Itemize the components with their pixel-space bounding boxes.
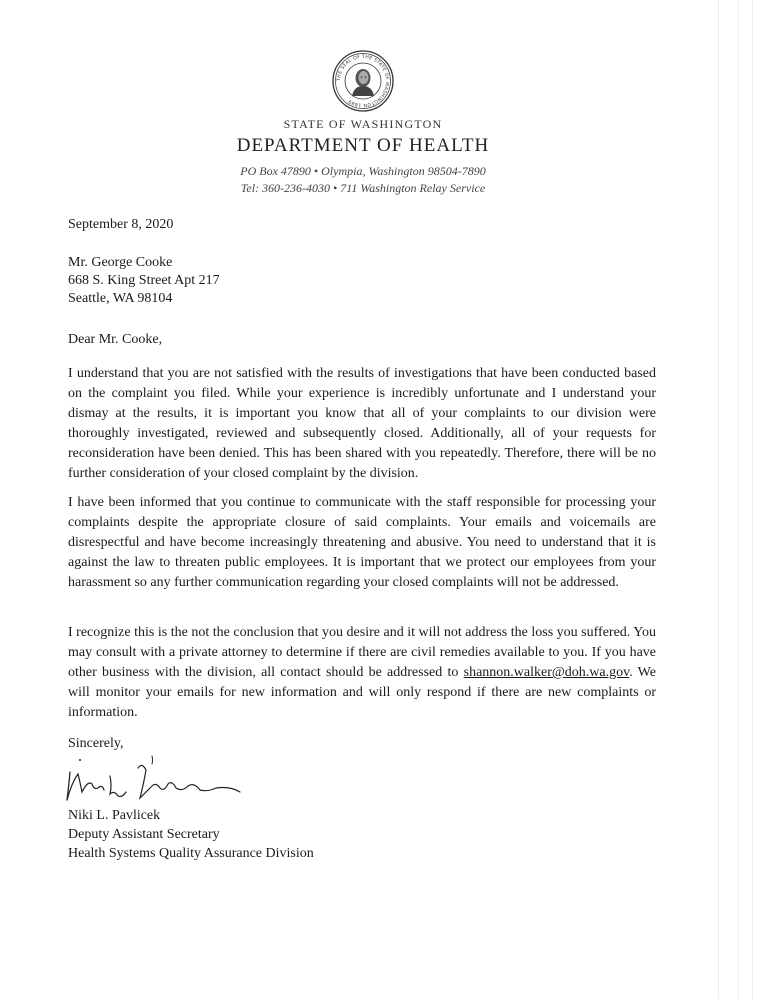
body-paragraph-1: I understand that you are not satisfied with the results of investigations that have been conducted based on the complaint you filed. While your experience is incredibly unfortunate and I understand your dismay at the results, it is important you know that all of your complaints to our division were thoroughly investigated, reviewed and subsequently closed. Additionally, all of your requests for reconsideration have been denied. This has been shared with you repeatedly. Therefore, there will be no further consideration of your closed complaint by the division.	[68, 366, 656, 481]
scan-line	[752, 0, 753, 999]
closing: Sincerely,	[68, 736, 124, 751]
handwritten-signature	[60, 752, 260, 810]
state-seal-logo	[332, 50, 394, 112]
signer-division: Health Systems Quality Assurance Division	[68, 846, 314, 861]
state-name: STATE OF WASHINGTON	[283, 117, 443, 131]
recipient-city: Seattle, WA 98104	[68, 291, 173, 306]
scan-line	[738, 0, 739, 999]
contact-email-link[interactable]: shannon.walker@doh.wa.gov	[463, 665, 630, 680]
body-paragraph-2: I have been informed that you continue to communicate with the staff responsible for processing your complaints despite the appropriate closure of said complaints. Your emails and voicemails are disrespectful and have become increasingly threatening and abusive. You need to understand that it is against the law to threaten public employees. It is important that we protect our employees from your harassment so any further communication regarding your closed complaints will not be addressed.	[68, 495, 656, 590]
signer-title: Deputy Assistant Secretary	[68, 827, 220, 842]
phone-line: Tel: 360-236-4030 • 711 Washington Relay Service	[240, 181, 486, 195]
signer-block	[68, 806, 314, 863]
body-paragraph-3	[68, 623, 656, 723]
recipient-name: Mr. George Cooke	[68, 255, 173, 270]
signer-name: Niki L. Pavlicek	[68, 808, 161, 823]
mailing-address: PO Box 47890 • Olympia, Washington 98504-7890	[240, 164, 486, 178]
letter-date: September 8, 2020	[68, 217, 174, 232]
seal-text: THE SEAL OF THE STATE OF WASHINGTON 1889	[336, 54, 390, 108]
paragraph-3-text: I recognize this is the not the conclusion that you desire and it will not address the loss you suffered. You may consult with a private attorney to determine if there are civil remedies available to you. If you have other business with the division, all contact should be addressed to	[68, 625, 656, 680]
paragraph-3-text-end: . We will monitor your emails for new information and will only respond if there are new complaints or information.	[68, 665, 656, 720]
department-name: DEPARTMENT OF HEALTH	[236, 135, 490, 156]
recipient-address	[68, 254, 220, 308]
recipient-street: 668 S. King Street Apt 217	[68, 273, 220, 288]
salutation: Dear Mr. Cooke,	[68, 332, 163, 347]
